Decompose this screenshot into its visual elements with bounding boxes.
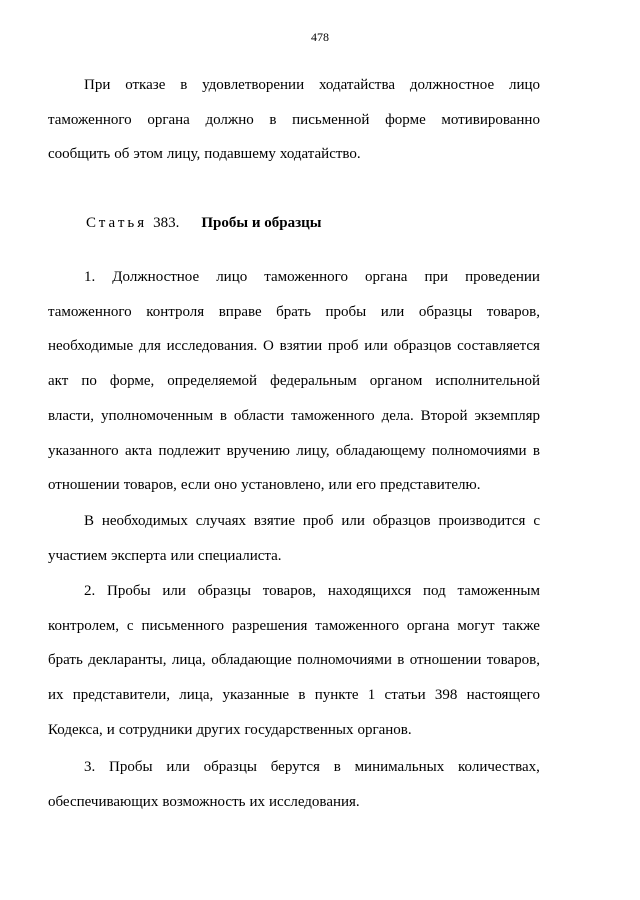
text-line: При отказе в удовлетворении ходатайства должностное лицо xyxy=(84,77,540,93)
text-line: 3. Пробы или образцы берутся в минимальных количествах, xyxy=(84,759,540,775)
text-line: таможенного контроля вправе брать пробы или образцы товаров, xyxy=(48,303,540,320)
text-line: Кодекса, и сотрудники других государственных органов. xyxy=(48,721,412,738)
paragraph xyxy=(48,512,540,581)
article-heading xyxy=(86,214,321,232)
text-line: брать декларанты, лица, обладающие полномочиями в отношении товаров, xyxy=(48,652,540,669)
text-line: сообщить об этом лицу, подавшему ходатайство. xyxy=(48,146,361,163)
text-line: В необходимых случаях взятие проб или образцов производится с xyxy=(84,513,540,529)
text-line: их представители, лица, указанные в пункте 1 статьи 398 настоящего xyxy=(48,687,540,704)
text-line: обеспечивающих возможность их исследования. xyxy=(48,793,360,810)
text-line: указанного акта подлежит вручению лицу, обладающему полномочиями в xyxy=(48,442,540,459)
text-line: акт по форме, определяемой федеральным органом исполнительной xyxy=(48,373,540,390)
paragraph xyxy=(48,582,540,756)
intro-paragraph xyxy=(48,76,540,180)
text-line: 2. Пробы или образцы товаров, находящихся под таможенным xyxy=(84,583,540,599)
paragraph xyxy=(48,268,540,511)
page-number: 478 xyxy=(311,30,329,44)
text-line: отношении товаров, если оно установлено, или его представителю. xyxy=(48,477,481,494)
paragraph xyxy=(48,758,540,827)
article-title: Пробы и образцы xyxy=(201,215,322,231)
article-word: Статья xyxy=(86,215,148,231)
text-line: контролем, с письменного разрешения таможенного органа могут также xyxy=(48,617,540,634)
article-number: 383. xyxy=(153,215,180,231)
text-line: таможенного органа должно в письменной форме мотивированно xyxy=(48,111,540,128)
text-line: участием эксперта или специалиста. xyxy=(48,547,282,564)
text-line: власти, уполномоченным в области таможенного дела. Второй экземпляр xyxy=(48,407,540,424)
text-line: 1. Должностное лицо таможенного органа при проведении xyxy=(84,269,540,285)
text-line: необходимые для исследования. О взятии проб или образцов составляется xyxy=(48,338,540,355)
